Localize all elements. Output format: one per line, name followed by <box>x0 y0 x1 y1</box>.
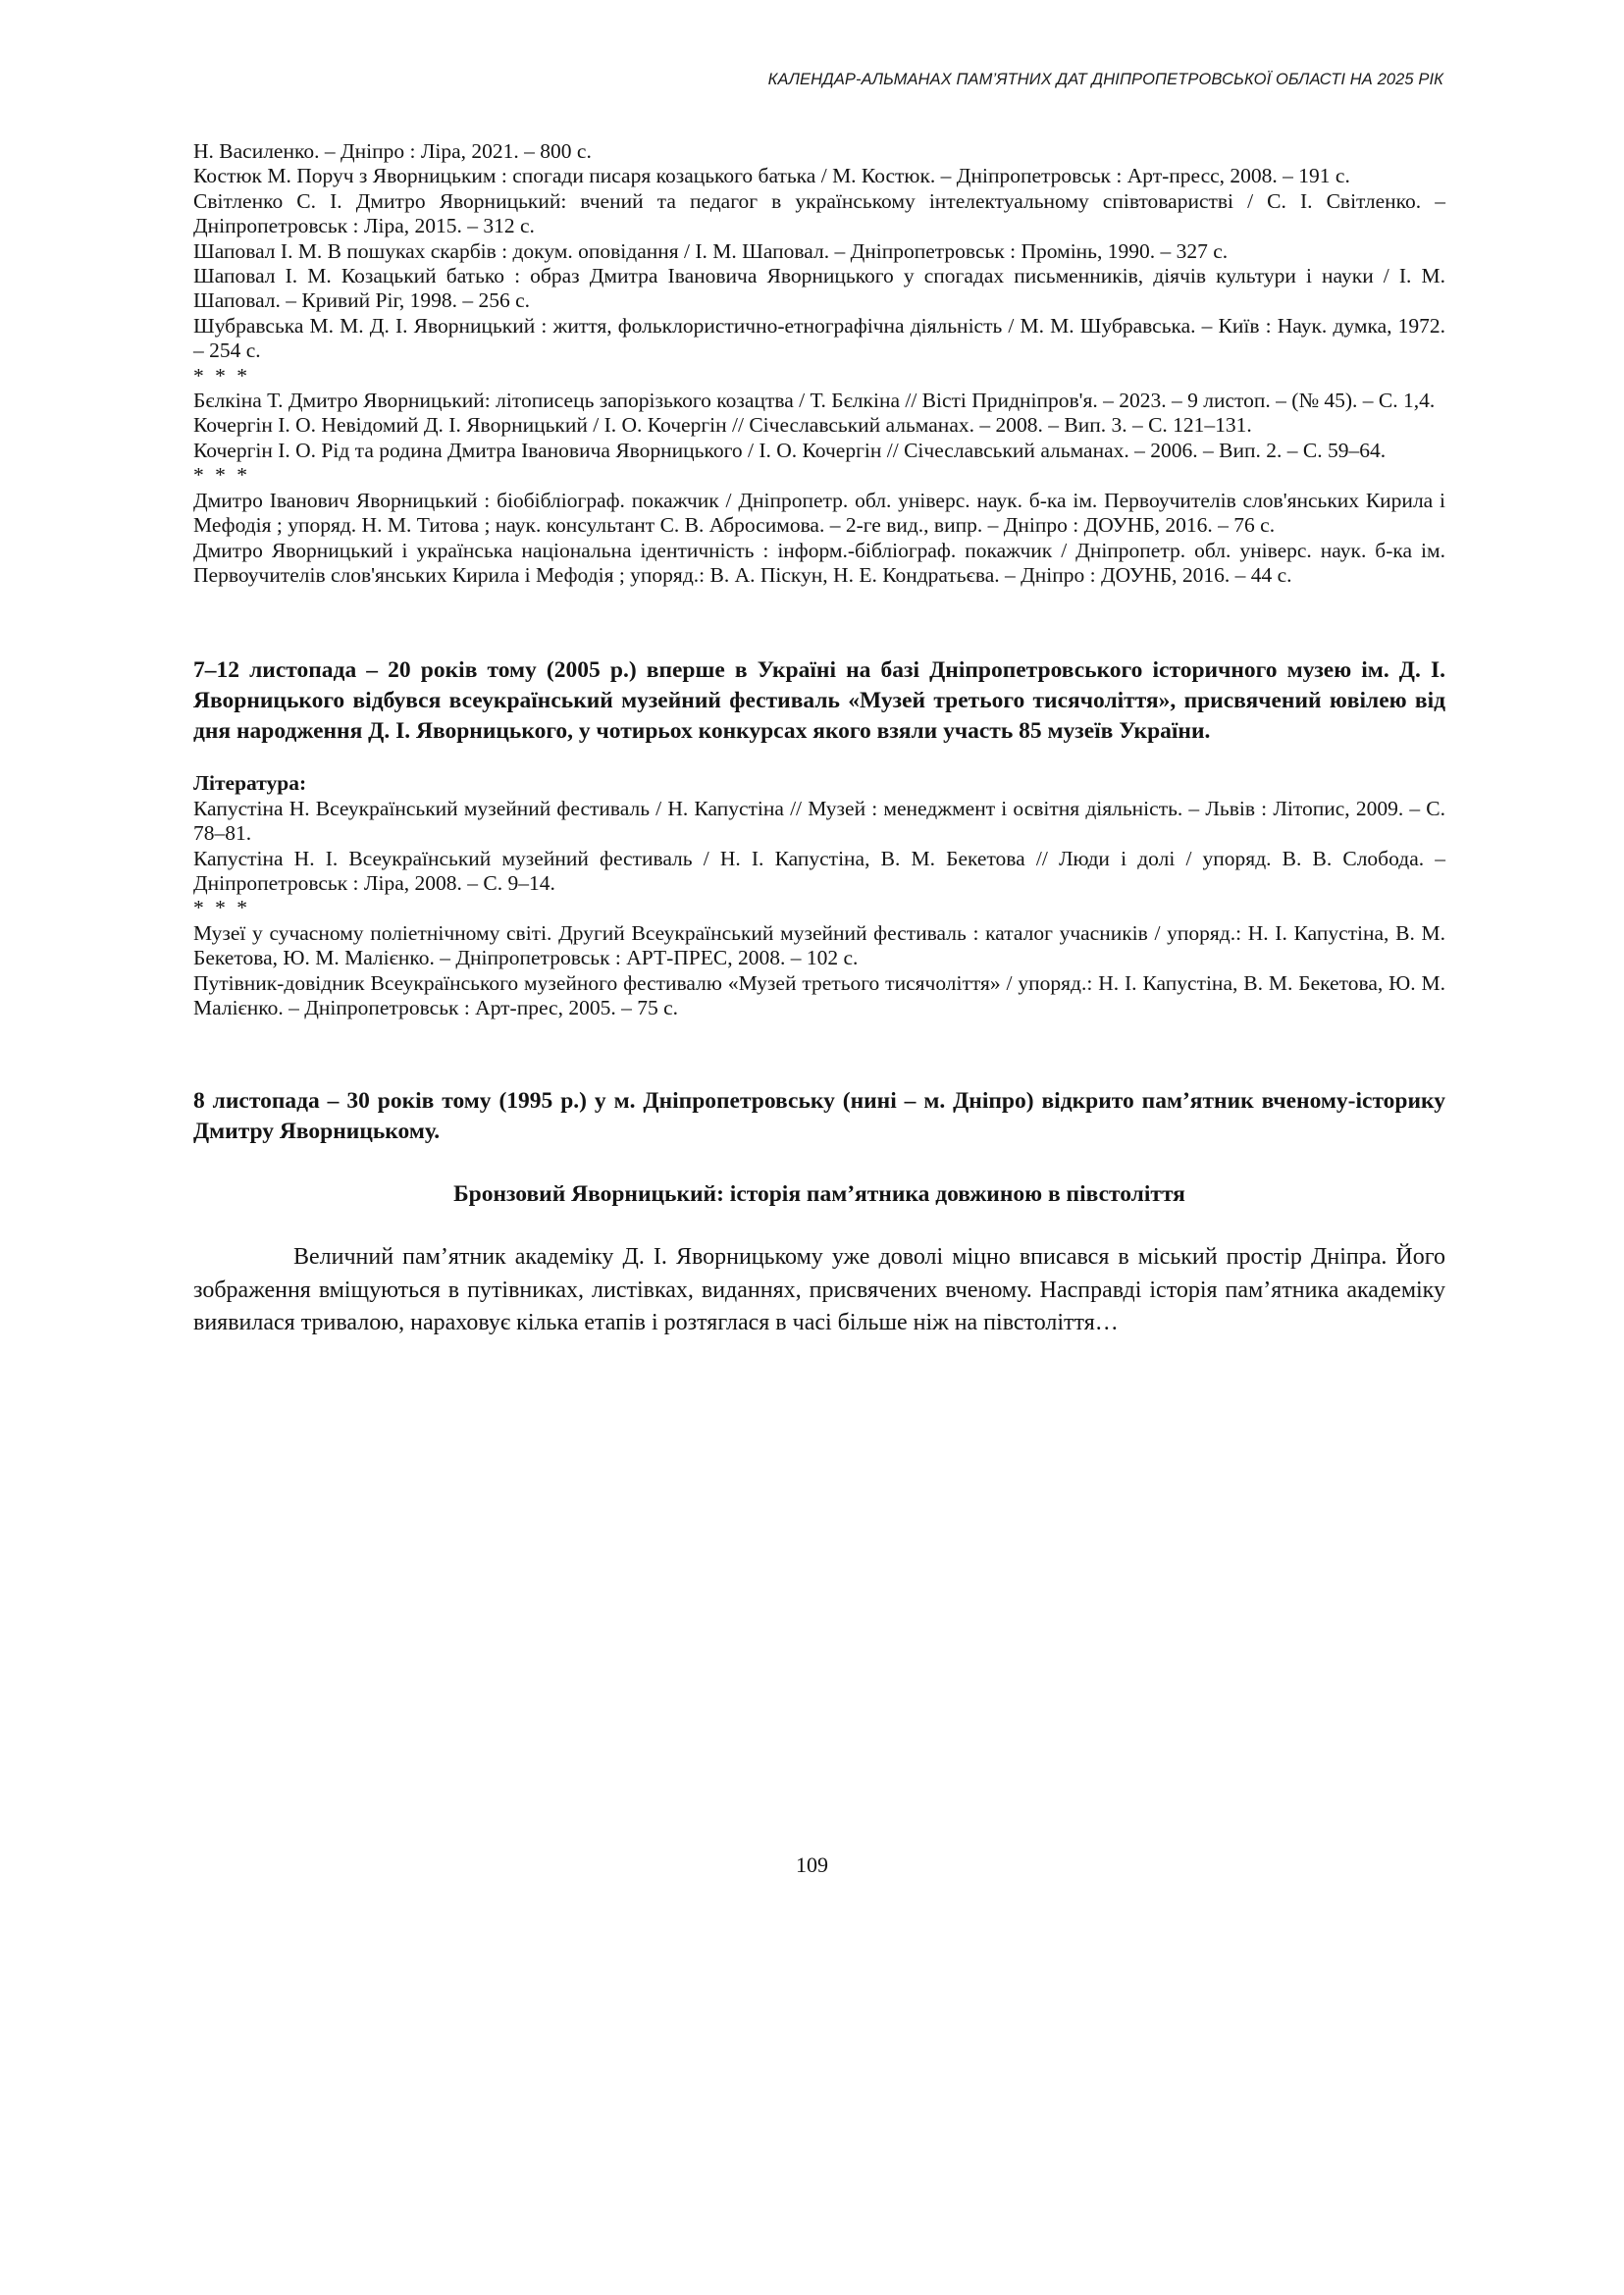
bib-article: Капустіна Н. І. Всеукраїнський музейний фестиваль / Н. І. Капустіна, В. М. Бекетова // Люди і долі / упоряд. В. В. Слобода. – Дніпропетровськ : Ліра, 2008. – С. 9–14. <box>193 846 1445 895</box>
article-subheading: Бронзовий Яворницький: історія пам’ятника довжиною в півстоліття <box>453 1181 1185 1208</box>
bib-index: Дмитро Яворницький і українська національна ідентичність : інформ.-бібліограф. покажчик / Дніпропетр. обл. універс. наук. б-ка ім. Первоучителів слов'янських Кирила і Мефодія ; упоряд.: В. А. Піскун, Н. Е. Кондратьєва. – Дніпро : ДОУНБ, 2016. – 44 с. <box>193 538 1445 587</box>
bib-entry: Шаповал І. М. В пошуках скарбів : докум. оповідання / І. М. Шаповал. – Дніпропетровськ : Промінь, 1990. – 327 с. <box>193 238 1229 263</box>
event-heading: 7–12 листопада – 20 років тому (2005 р.) вперше в Україні на базі Дніпропетровського історичного музею ім. Д. І. Яворницького відбувся всеукраїнський музейний фестиваль «Музей третього тисячоліття», присвячений ювілею від дня народження Д. І. Яворницького, у чотирьох конкурсах якого взяли участь 85 музеїв України. <box>193 657 1445 745</box>
bib-catalog: Музеї у сучасному поліетнічному світі. Другий Всеукраїнський музейний фестиваль : каталог учасників / упоряд.: Н. І. Капустіна, В. М. Бекетова, Ю. М. Малієнко. – Дніпропетровськ : АРТ-ПРЕС, 2008. – 102 с. <box>193 920 1445 970</box>
event-heading: 8 листопада – 30 років тому (1995 р.) у м. Дніпропетровську (нині – м. Дніпро) відкрито пам’ятник вченому-історику Дмитру Яворницькому. <box>193 1088 1445 1145</box>
bib-entry: Світленко С. І. Дмитро Яворницький: вчений та педагог в українському інтелектуальному співтоваристві / С. І. Світленко. – Дніпропетровськ : Ліра, 2015. – 312 с. <box>193 188 1445 238</box>
page-content <box>193 139 1445 1340</box>
event-monument <box>193 1086 1445 1340</box>
event-festival <box>193 655 1445 1020</box>
bib-article: Кочергін І. О. Рід та родина Дмитра Івановича Яворницького / І. О. Кочергін // Січеславський альманах. – 2006. – Вип. 2. – С. 59–64. <box>193 438 1387 462</box>
bib-article: Капустіна Н. Всеукраїнський музейний фестиваль / Н. Капустіна // Музей : менеджмент і освітня діяльність. – Львів : Літопис, 2009. – С. 78–81. <box>193 796 1445 846</box>
bib-article: Бєлкіна Т. Дмитро Яворницький: літописець запорізького козацтва / Т. Бєлкіна // Вісті Придніпров'я. – 2023. – 9 листоп. – (№ 45). – С. 1,4. <box>193 389 1436 413</box>
page-number: 109 <box>796 1852 828 1877</box>
bib-entry: Шубравська М. М. Д. І. Яворницький : життя, фольклористично-етнографічна діяльність / М. М. Шубравська. – Київ : Наук. думка, 1972. – 254 с. <box>193 313 1445 363</box>
separator-asterisks: * * * <box>193 896 250 920</box>
bib-entry: Н. Василенко. – Дніпро : Ліра, 2021. – 800 с. <box>193 139 592 163</box>
bib-article: Кочергін І. О. Невідомий Д. І. Яворницький / І. О. Кочергін // Січеславський альманах. – 2008. – Вип. 3. – С. 121–131. <box>193 413 1252 438</box>
literature-label: Література: <box>193 771 307 796</box>
separator-asterisks: * * * <box>193 463 250 488</box>
bibliography-continued <box>193 139 1445 588</box>
article-paragraph: Величний пам’ятник академіку Д. І. Яворницькому уже доволі міцно вписався в міський простір Дніпра. Його зображення вміщуються в путівниках, листівках, виданнях, присвячених вченому. Насправді історія пам’ятника академіку виявилася тривалою, нараховує кілька етапів і розтяглася в часі більше ніж на півстоліття… <box>193 1244 1445 1336</box>
bib-index: Дмитро Іванович Яворницький : біобібліограф. покажчик / Дніпропетр. обл. універс. наук. б-ка ім. Первоучителів слов'янських Кирила і Мефодія ; упоряд. Н. М. Титова ; наук. консультант С. В. Абросимова. – 2-ге вид., випр. – Дніпро : ДОУНБ, 2016. – 76 с. <box>193 488 1445 538</box>
separator-asterisks: * * * <box>193 363 250 388</box>
bib-entry: Костюк М. Поруч з Яворницьким : спогади писаря козацького батька / М. Костюк. – Дніпропетровськ : Арт-пресс, 2008. – 191 с. <box>193 164 1350 188</box>
bib-catalog: Путівник-довідник Всеукраїнського музейного фестивалю «Музей третього тисячоліття» / упоряд.: Н. І. Капустіна, В. М. Бекетова, Ю. М. Малієнко. – Дніпропетровськ : Арт-прес, 2005. – 75 с. <box>193 970 1445 1019</box>
bib-entry: Шаповал І. М. Козацький батько : образ Дмитра Івановича Яворницького у спогадах письменників, діячів культури і науки / І. М. Шаповал. – Кривий Ріг, 1998. – 256 с. <box>193 264 1445 313</box>
running-header: КАЛЕНДАР-АЛЬМАНАХ ПАМ’ЯТНИХ ДАТ ДНІПРОПЕТРОВСЬКОЇ ОБЛАСТІ НА 2025 РІК <box>767 71 1443 88</box>
